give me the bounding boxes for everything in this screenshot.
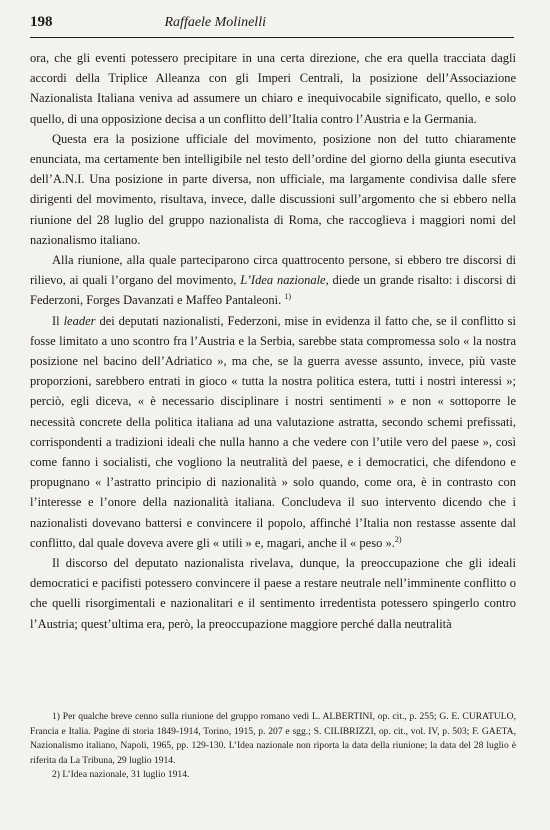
paragraph-3-text-a: Alla riunione, alla quale parteciparono circa quattrocento persone, si ebbero tre discorsi di rilievo, ai quali l’organo del movimento, (30, 253, 516, 288)
header-rule (30, 37, 514, 38)
footnote-ref-2: 2) (394, 534, 402, 544)
page-header (30, 14, 520, 36)
footnote-ref-1: 1) (284, 292, 291, 302)
footnote-1: 1) Per qualche breve cenno sulla riunione del gruppo romano vedi L. ALBERTINI, op. cit., p. 255; G. E. CURATULO, Francia e Italia. Pagine di storia 1849-1914, Torino, 1915, p. 207 e sgg.; S. CILIBRIZZI, op. cit., vol. IV, p. 503; F. GAETA, Nazionalismo italiano, Napoli, 1965, pp. 129-130. L’Idea nazionale non riporta la data della riunione; la data del 28 luglio è riferita da La Tribuna, 29 luglio 1914. (30, 711, 516, 766)
footnotes (30, 710, 516, 783)
paragraph-5: Il discorso del deputato nazionalista rivelava, dunque, la preoccupazione che gli ideali democratici e pacifisti potessero convincere il paese a restare neutrale nell’imminente conflitto o che quelli risorgimentali e nazionalitari e il sentimento irredentista potessero spingerlo contro l’Austria; quest’ultima era, però, la preoccupazione maggiore perché dalla neutralità (30, 556, 516, 631)
footnote-2: 2) L’Idea nazionale, 31 luglio 1914. (52, 769, 190, 780)
paragraph-4-text-b: dei deputati nazionalisti, Federzoni, mise in evidenza il fatto che, se il conflitto si fosse limitato a uno scontro fra l’Austria e la Serbia, sarebbe stata compromessa solo « la nostra posizione nel bacino dell’Adriatico », ma che, se la guerra avesse assunto, invece, più vaste proporzioni, sarebbero entrati in gioco « tutta la nostra politica estera, tutti i nostri interessi »; perciò, egli diceva, « è necessario disciplinare i nostri sentimenti » e non « sottoporre le necessità concrete della politica italiana ad una valutazione astratta, secondo schemi prefissati, corrispondenti a tradizioni ideali che nulla hanno a che vedere con l’utile vero del paese », così come fanno i socialisti, che vogliono la neutralità del paese, e i democratici, che difendono e propugnano « l’astratto principio di nazionalità » solo quando, come ora, è in contrasto con l’interesse e l’onore della nazionalità italiana. Concludeva il suo intervento dicendo che i nazionalisti dovevano battersi e convincere il popolo, affinché l’Italia non restasse assente dal conflitto, dal quale doveva avere gli « utili » e, magari, anche il « peso ». (30, 313, 517, 550)
main-text (30, 48, 516, 634)
leader-word: leader (63, 313, 96, 328)
page-number: 198 (30, 14, 53, 30)
newspaper-title: L’Idea nazionale (240, 273, 326, 288)
running-title: Raffaele Molinelli (164, 15, 266, 30)
paragraph-1: ora, che gli eventi potessero precipitare in una certa direzione, che era quella tracciata dagli accordi della Triplice Alleanza con gli Imperi Centrali, la posizione dell’Associazione Nazionalista Italiana veniva ad assumere un chiaro e inequivocabile significato, quello, e solo quello, di una opposizione decisa a un conflitto dell’Italia contro l’Austria e la Germania. (30, 51, 516, 126)
paragraph-4-text-a: Il (52, 313, 64, 328)
paragraph-3 (30, 250, 516, 311)
paragraph-3-text-b: , diede un grande risalto: i discorsi di Federzoni, Forges Davanzati e Maffeo Pantaleoni. (30, 273, 516, 308)
paragraph-4 (30, 311, 516, 553)
paragraph-2: Questa era la posizione ufficiale del movimento, posizione non del tutto chiaramente enunciata, ma certamente ben intelligibile nel testo dell’ordine del giorno della giunta esecutiva dell’A.N.I. Una posizione in parte diversa, non ufficiale, ma largamente condivisa dalle sfere dirigenti del movimento, risultava, invece, dalle discussioni sull’argomento che si ebbero nella riunione del 28 luglio del gruppo nazionalista di Roma, che raccoglieva i maggiori nomi del nazionalismo italiano. (30, 131, 516, 247)
